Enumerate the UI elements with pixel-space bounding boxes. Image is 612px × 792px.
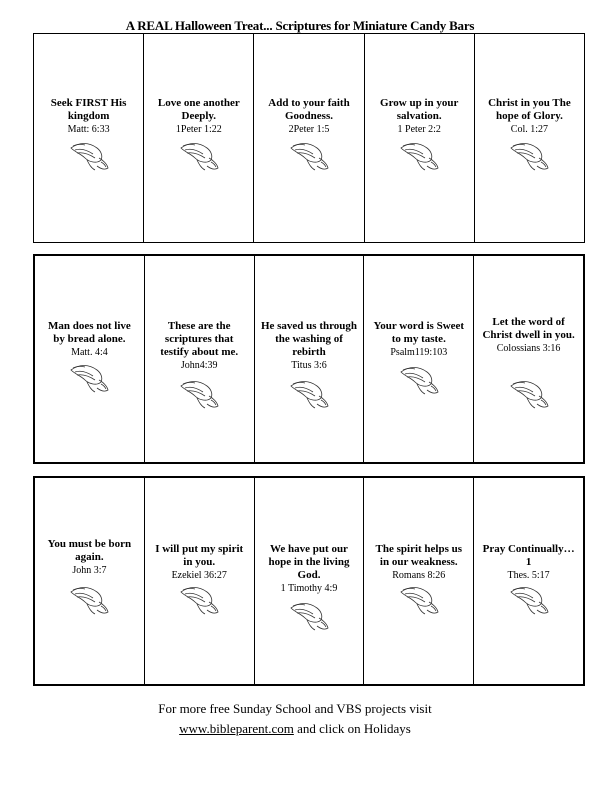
verse-reference: Thes. 5:17 — [507, 570, 550, 581]
verse-block — [370, 543, 467, 582]
praying-hands-icon — [177, 376, 221, 410]
praying-hands-icon — [507, 138, 551, 172]
verse-block — [40, 97, 137, 136]
verse-block — [41, 320, 138, 359]
page-title: A REAL Halloween Treat... Scriptures for Miniature Candy Bars — [125, 18, 475, 33]
verse-reference: Psalm119:103 — [390, 347, 448, 358]
verse-reference: John4:39 — [180, 360, 218, 371]
verse-text: I will put my spirit in you. — [155, 543, 244, 568]
verse-block — [371, 97, 468, 136]
verse-text: Christ in you The hope of Glory. — [488, 97, 571, 122]
scripture-card — [364, 256, 474, 462]
verse-block — [41, 538, 138, 577]
praying-hands-icon — [177, 582, 221, 616]
verse-text: He saved us through the washing of rebirth — [260, 320, 358, 358]
verse-text: We have put our hope in the living God. — [268, 543, 350, 581]
scripture-card — [35, 256, 145, 462]
verse-text: The spirit helps us in our weakness. — [375, 543, 463, 568]
verse-text: Man does not live by bread alone. — [47, 320, 131, 345]
verse-block — [261, 320, 358, 372]
card-row-2 — [33, 254, 585, 464]
footer-line: For more free Sunday School and VBS projects visit — [158, 701, 432, 716]
scripture-card — [34, 34, 144, 242]
scripture-card — [144, 34, 254, 242]
praying-hands-icon — [397, 362, 441, 396]
scripture-card — [475, 34, 584, 242]
verse-text: Love one another Deeply. — [157, 97, 240, 122]
verse-reference: Colossians 3:16 — [496, 343, 561, 354]
card-row-1 — [33, 33, 585, 243]
verse-block — [150, 97, 247, 136]
praying-hands-icon — [287, 598, 331, 632]
verse-block — [481, 97, 578, 136]
praying-hands-icon — [507, 376, 551, 410]
footer-line-2 — [0, 719, 590, 739]
praying-hands-icon — [287, 138, 331, 172]
scripture-card — [365, 34, 475, 242]
verse-text: Let the word of Christ dwell in you. — [482, 316, 575, 341]
scripture-card — [474, 256, 583, 462]
verse-reference: Ezekiel 36:27 — [171, 570, 227, 581]
verse-reference: Titus 3:6 — [291, 360, 327, 371]
scripture-card — [474, 478, 583, 684]
verse-block — [151, 320, 248, 372]
verse-block — [370, 320, 467, 359]
scripture-card — [255, 478, 365, 684]
verse-text: Add to your faith Goodness. — [268, 97, 350, 122]
scripture-card — [255, 256, 365, 462]
verse-block — [480, 543, 577, 582]
verse-reference: Col. 1:27 — [510, 124, 549, 135]
verse-text: Pray Continually… 1 — [482, 543, 575, 568]
verse-text: These are the scriptures that testify about me. — [160, 320, 239, 358]
praying-hands-icon — [397, 138, 441, 172]
scripture-card — [364, 478, 474, 684]
praying-hands-icon — [177, 138, 221, 172]
card-row-3 — [33, 476, 585, 686]
scripture-card — [145, 256, 255, 462]
verse-text: Your word is Sweet to my taste. — [373, 320, 465, 345]
verse-reference: Matt. 4:4 — [71, 347, 108, 358]
verse-block — [261, 543, 358, 595]
verse-text: You must be born again. — [47, 538, 132, 563]
website-link[interactable]: www.bibleparent.com — [179, 721, 294, 736]
praying-hands-icon — [67, 138, 111, 172]
verse-reference: 1 Timothy 4:9 — [280, 583, 338, 594]
scripture-card — [254, 34, 364, 242]
praying-hands-icon — [287, 376, 331, 410]
scripture-card — [145, 478, 255, 684]
verse-text: Grow up in your salvation. — [380, 97, 459, 122]
verse-block — [480, 316, 577, 355]
verse-reference: Romans 8:26 — [392, 570, 446, 581]
verse-block — [151, 543, 248, 582]
praying-hands-icon — [507, 582, 551, 616]
praying-hands-icon — [67, 360, 111, 394]
verse-reference: Matt: 6:33 — [67, 124, 110, 135]
verse-reference: 1Peter 1:22 — [175, 124, 222, 135]
verse-reference: John 3:7 — [72, 565, 107, 576]
footer-text: and click on Holidays — [293, 721, 411, 736]
verse-text: Seek FIRST His kingdom — [50, 97, 127, 122]
praying-hands-icon — [397, 582, 441, 616]
verse-block — [260, 97, 357, 136]
scripture-card — [35, 478, 145, 684]
praying-hands-icon — [67, 582, 111, 616]
verse-reference: 1 Peter 2:2 — [397, 124, 441, 135]
verse-reference: 2Peter 1:5 — [288, 124, 330, 135]
